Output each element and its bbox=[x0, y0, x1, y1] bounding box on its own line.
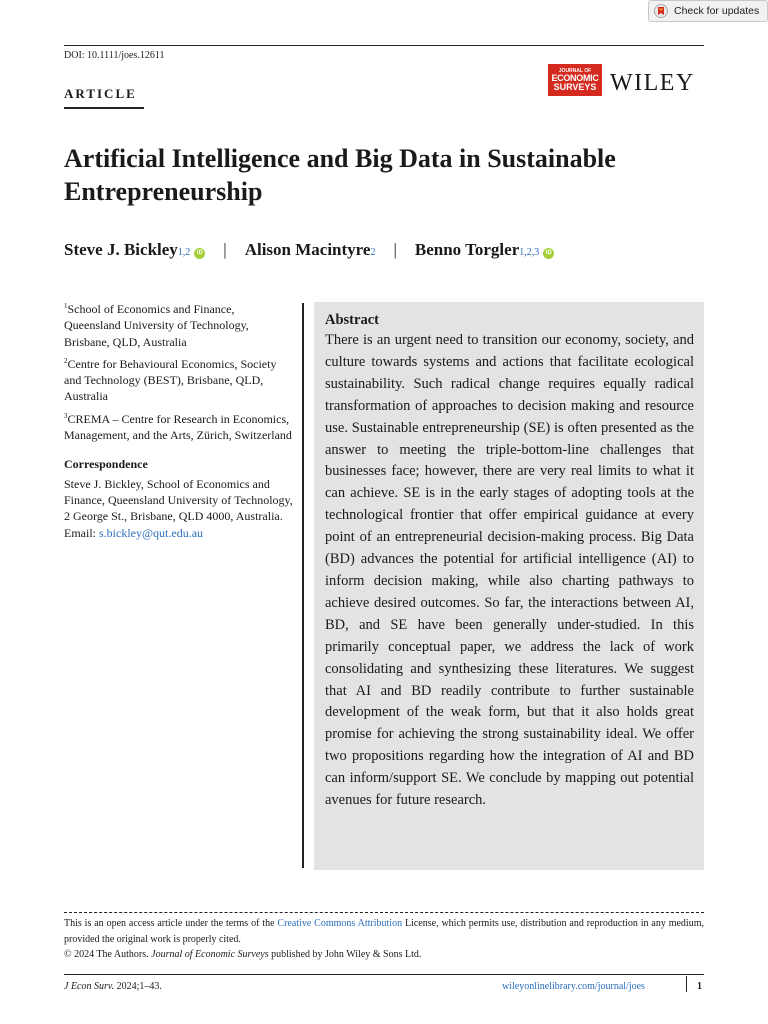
author-name[interactable]: Alison Macintyre bbox=[244, 240, 371, 259]
abstract-text: There is an urgent need to transition our economy, society, and culture towards systems and actions that facilitate ecological sustainability. Such radical change requires equally radical transformation of approaches to decision making and resource use. Sustainable entrepreneurship (SE) is often presented as the answer to meeting the triple-bottom-line challenges that businesses face; however, there are very real limits to what it can achieve. SE is in the early stages of adopting tools at the technological frontier that offer empirical guidance at every point of an entrepreneurial decision-making process. Big Data (BD) advances the potential for artificial intelligence (AI) to inform decision making, while also charting pathways to achieve desired outcomes. So far, the interactions between AI, BD, and SE have been generally under-studied. In this primarily conceptual paper, we address the lack of work consolidating and synthesizing these literatures. We suggest that AI and BD readily contribute to further sustainable development of the weak form, but that it also holds great promise for achieving the strong sustainability ideal. We offer two propositions regarding how the integration of AI and BD can inform/support SE. We conclude by mapping out potential avenues for future research. bbox=[325, 332, 694, 809]
license-notice: This is an open access article under the terms of the Creative Commons Attribution License, which permits use, distribution and reproduction in any medium, provided the original work is properly cited. © 2024 The Authors. Journal of Economic Surveys published by John Wiley & Sons Ltd. bbox=[64, 918, 704, 960]
footer-journal-link[interactable]: wileyonlinelibrary.com/journal/joes bbox=[502, 981, 645, 992]
journal-logo: JOURNAL OF ECONOMIC SURVEYS bbox=[548, 64, 602, 96]
top-rule bbox=[64, 45, 704, 46]
check-updates-icon bbox=[654, 4, 668, 18]
doi: DOI: 10.1111/joes.12611 bbox=[64, 50, 165, 61]
affiliation-item: $^3$CREMA – Centre for Research in Economics, Management, and the Arts, Zürich, Switzerland bbox=[64, 411, 292, 443]
cc-license-link[interactable]: Creative Commons Attribution bbox=[277, 918, 403, 929]
author-name[interactable]: Steve J. Bickley bbox=[64, 240, 178, 259]
email-link[interactable]: s.bickley@qut.edu.au bbox=[99, 525, 204, 540]
author-affil-sup: 2 bbox=[370, 247, 376, 258]
footer-divider bbox=[686, 976, 687, 992]
footer-citation: J Econ Surv. 2024;1–43. bbox=[64, 981, 162, 992]
author-affil-sup: 1,2 bbox=[177, 247, 191, 258]
orcid-icon[interactable]: iD bbox=[194, 248, 205, 259]
author-list bbox=[64, 240, 554, 260]
footer-rule bbox=[64, 974, 704, 975]
article-type-label: ARTICLE bbox=[64, 86, 137, 101]
abstract-heading: Abstract bbox=[325, 312, 379, 328]
paper-title: Artificial Intelligence and Big Data in Sustainable Entrepreneurship bbox=[64, 144, 616, 206]
page-number: 1 bbox=[697, 981, 702, 992]
check-for-updates-button[interactable] bbox=[648, 0, 768, 22]
article-type-underline bbox=[64, 107, 144, 109]
abstract-box bbox=[314, 302, 704, 870]
affiliations bbox=[64, 298, 294, 544]
license-divider bbox=[64, 912, 704, 913]
column-divider bbox=[302, 303, 304, 868]
author-affil-sup: 1,2,3 bbox=[519, 247, 540, 258]
author-separator: | bbox=[393, 240, 397, 259]
author-separator: | bbox=[223, 240, 227, 259]
affiliation-item: $^1$School of Economics and Finance, Queensland University of Technology, Brisbane, QLD, Australia bbox=[64, 302, 249, 349]
correspondence-heading: Correspondence bbox=[64, 457, 148, 472]
correspondence-text: Steve J. Bickley, School of Economics and Finance, Queensland University of Technology, 2 George St., Brisbane, QLD 4000, Australia. Email: s.bickley@qut.edu.au bbox=[64, 476, 293, 540]
author-name[interactable]: Benno Torgler bbox=[414, 240, 520, 259]
publisher-logo: WILEY bbox=[610, 70, 695, 96]
orcid-icon[interactable]: iD bbox=[543, 248, 554, 259]
affiliation-item: $^2$Centre for Behavioural Economics, Society and Technology (BEST), Brisbane, QLD, Australia bbox=[64, 356, 277, 404]
check-updates-label: Check for updates bbox=[674, 5, 760, 17]
